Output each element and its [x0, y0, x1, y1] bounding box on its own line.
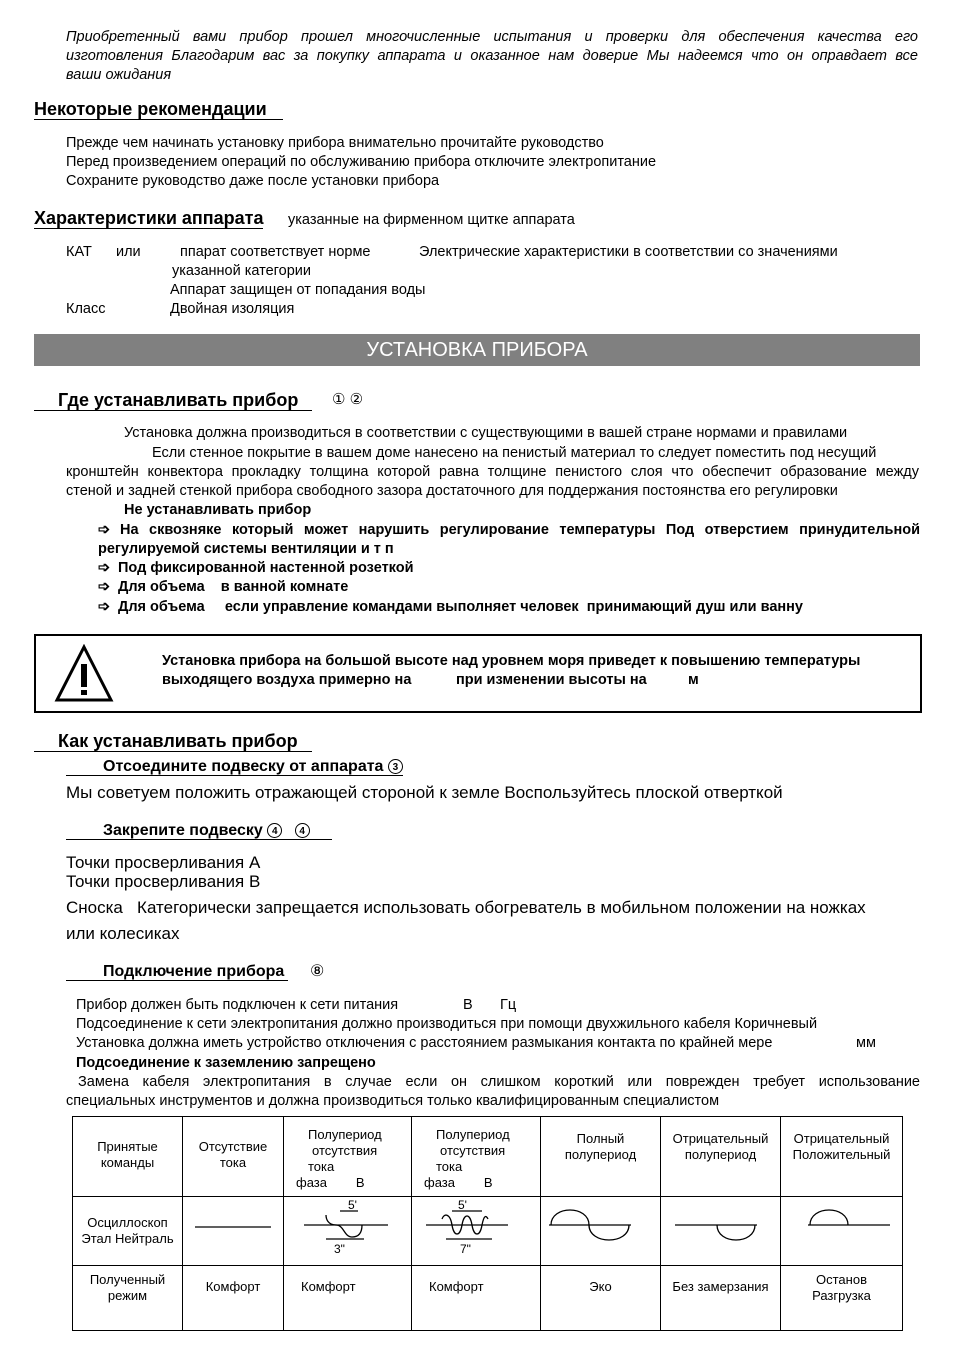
table-header-row — [73, 1117, 903, 1197]
characteristics-title: Характеристики аппарата — [34, 208, 264, 228]
header-cell-half-period-a: Полупериод отсутствия тока фаза В — [284, 1117, 412, 1197]
mode-cell: Без замерзания — [661, 1266, 781, 1331]
step2-title: Закрепите подвеску 4 4 — [66, 821, 332, 841]
header-cell-full-period: Полный полупериод — [541, 1117, 661, 1197]
intro-line: изготовления Благодарим вас за покупку аппарата и оказанное нам доверие Мы надеемся что он оправдает все — [66, 48, 918, 64]
no-grounding-warning: Подсоединение к заземлению запрещено — [76, 1055, 376, 1071]
mode-cell: Комфорт — [183, 1266, 284, 1331]
wave-bottom-label: 7" — [460, 1242, 471, 1256]
connection-line: Замена кабеля электропитания в случае если он слишком короткий или поврежден требует использование — [78, 1074, 920, 1090]
table-row-oscilloscope — [73, 1197, 903, 1266]
recommendation-item: Перед произведением операций по обслуживанию прибора отключите электропитание — [66, 154, 657, 170]
warning-triangle-icon — [54, 644, 114, 704]
connection-mm-unit: мм — [856, 1035, 876, 1051]
recommendation-item: Прежде чем начинать установку прибора внимательно прочитайте руководство — [66, 135, 604, 151]
connection-figure-ref: ⑧ — [310, 963, 325, 980]
wave-top-label: 5' — [348, 1198, 357, 1212]
step2-ref-icon: 4 — [267, 823, 282, 838]
mode-stop: Останов — [816, 1272, 867, 1287]
warning-line: при изменении высоты на — [456, 672, 647, 688]
where-title: Где устанавливать прибор — [34, 389, 312, 411]
bullet-icon: ➩ — [98, 560, 111, 576]
bullet-icon: ➩ — [98, 579, 111, 595]
where-paragraph-1: Установка должна производиться в соответствии с существующими в вашей стране нормами и правилами — [124, 425, 848, 441]
intro-line: ваши ожидания — [66, 67, 172, 83]
where-paragraph-2-line: Если стенное покрытие в вашем доме нанесено на пенистый материал то следует поместить под несущий — [152, 445, 877, 461]
wave-bottom-label: 3" — [334, 1242, 345, 1256]
where-paragraph-2-line: стеной и задней стенкой прибора свободного зазора достаточного для поддержания постоянства его регулировки — [66, 483, 838, 499]
negative-half-waveform-icon — [661, 1197, 781, 1261]
mode-load-shed: Разгрузка — [812, 1288, 871, 1303]
waveform-cell — [284, 1197, 412, 1266]
characteristics-subtitle: указанные на фирменном щитке аппарата — [288, 212, 575, 228]
bullet-item: Под фиксированной настенной розеткой — [118, 560, 414, 576]
intro-line: Приобретенный вами прибор прошел многочисленные испытания и проверки для обеспечения качества его — [66, 29, 918, 45]
half-wave-3-waveform-icon — [284, 1197, 412, 1261]
wave-top-label: 5' — [458, 1198, 467, 1212]
header-cell-negative-half: Отрицательный полупериод — [661, 1117, 781, 1197]
class-value: Двойная изоляция — [170, 301, 295, 317]
full-sine-waveform-icon — [541, 1197, 661, 1261]
waveform-cell — [541, 1197, 661, 1266]
mode-cell: Комфорт — [412, 1266, 541, 1331]
positive-half-waveform-icon — [782, 1197, 902, 1261]
mode-cell: Комфорт — [284, 1266, 412, 1331]
bullet-item: На сквозняке который может нарушить регулирование температуры Под отверстием принудительной — [120, 522, 920, 538]
intro-paragraph — [66, 28, 918, 85]
bullet-item: Для объема в ванной комнате — [118, 579, 349, 595]
bullet-icon: ➩ — [98, 522, 111, 538]
bullet-icon: ➩ — [98, 599, 111, 615]
connection-frequency-unit: Гц — [500, 997, 517, 1013]
header-cell-neg-pos: Отрицательный Положительный — [781, 1117, 903, 1197]
waveform-cell — [781, 1197, 903, 1266]
flat-line-waveform-icon — [183, 1199, 283, 1259]
class-label: Класс — [66, 301, 106, 317]
where-paragraph-2-line: кронштейн конвектора прокладку толщина которой равна толщине пенистого слоя что обеспечит образование между — [66, 464, 919, 480]
waveform-cell — [661, 1197, 781, 1266]
connection-title: Подключение прибора — [66, 962, 288, 982]
table-row-modes — [73, 1266, 903, 1331]
half-wave-7-waveform-icon — [412, 1197, 540, 1261]
warning-line: выходящего воздуха примерно на — [162, 672, 412, 688]
step1-title: Отсоедините подвеску от аппарата 3 — [66, 757, 403, 777]
header-cell-no-current: Отсутствие тока — [183, 1117, 284, 1197]
pilot-wire-table — [72, 1116, 903, 1331]
kat-norm-text: ппарат соответствует норме — [180, 244, 371, 260]
drill-point-a: Точки просверливания А — [66, 853, 261, 872]
warning-line: Установка прибора на большой высоте над уровнем моря приведет к повышению температуры — [162, 653, 861, 669]
how-title: Как устанавливать прибор — [34, 730, 312, 752]
note-line: или колесиках — [66, 924, 180, 943]
kat-electric-text: Электрические характеристики в соответствии со значениями — [419, 244, 838, 260]
warning-line: м — [688, 672, 699, 688]
bullet-item-continuation: регулируемой системы вентиляции и т п — [98, 541, 394, 557]
kat-label: КАТ — [66, 244, 92, 260]
connection-line: Установка должна иметь устройство отключения с расстоянием размыкания контакта по крайней мере — [76, 1035, 773, 1051]
header-cell-half-period-b: Полупериод отсутствия тока фаза В — [412, 1117, 541, 1197]
step2-ref-icon: 4 — [295, 823, 310, 838]
where-figure-refs: ① ② — [332, 391, 364, 408]
recommendation-item: Сохраните руководство даже после установки прибора — [66, 173, 440, 189]
connection-line: Подсоединение к сети электропитания должно производиться при помощи двухжильного кабеля Коричневый — [76, 1016, 818, 1032]
mode-cell: Эко — [541, 1266, 661, 1331]
waveform-cell — [183, 1197, 284, 1266]
not-install-title: Не устанавливать прибор — [124, 502, 312, 518]
connection-line: специальных инструментов и должна производиться только квалифицированным специалистом — [66, 1093, 720, 1109]
drill-point-b: Точки просверливания В — [66, 872, 261, 891]
installation-banner: УСТАНОВКА ПРИБОРА — [34, 334, 920, 366]
water-protection-text: Аппарат защищен от попадания воды — [170, 282, 426, 298]
header-cell-commands: Принятые команды — [73, 1117, 183, 1197]
step1-text: Мы советуем положить отражающей стороной к земле Воспользуйтесь плоской отверткой — [66, 783, 783, 802]
note-line: Сноска Категорически запрещается использовать обогреватель в мобильном положении на ножках — [66, 898, 866, 917]
row-label-oscilloscope: Осциллоскоп Этал Нейтраль — [73, 1197, 183, 1266]
bullet-item: Для объема если управление командами выполняет человек принимающий душ или ванну — [118, 599, 803, 615]
ili-label: или — [116, 244, 141, 260]
connection-line: Прибор должен быть подключен к сети питания — [76, 997, 399, 1013]
mode-cell — [781, 1266, 903, 1331]
recommendations-title: Некоторые рекомендации — [34, 98, 283, 120]
kat-category-text: указанной категории — [172, 263, 311, 279]
warning-box — [34, 634, 922, 713]
waveform-cell — [412, 1197, 541, 1266]
connection-voltage-unit: В — [463, 997, 473, 1013]
row-label-mode: Полученный режим — [73, 1266, 183, 1331]
step1-ref-icon: 3 — [388, 759, 403, 774]
